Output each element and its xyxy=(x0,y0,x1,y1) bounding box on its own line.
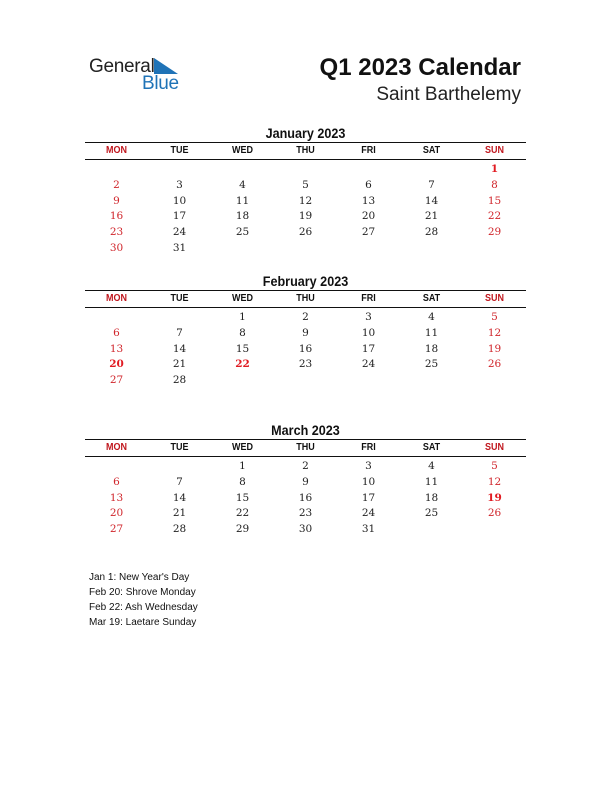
empty-cell xyxy=(400,522,463,538)
day-cell: 10 xyxy=(361,326,376,339)
day-cell: 14 xyxy=(172,342,187,355)
empty-cell xyxy=(148,162,211,178)
holiday-list xyxy=(89,570,198,630)
day-cell: 20 xyxy=(361,210,376,223)
weekday-label: SAT xyxy=(422,293,441,304)
holiday-item: Feb 20: Shrove Monday xyxy=(89,587,196,598)
day-cell: 25 xyxy=(424,507,439,520)
day-cell: 30 xyxy=(109,241,124,254)
day-cell: 13 xyxy=(361,194,376,207)
day-cell: 2 xyxy=(302,311,309,323)
weekday-label: TUE xyxy=(170,442,189,453)
day-cell: 8 xyxy=(491,178,498,191)
weekday-label: FRI xyxy=(361,442,376,453)
day-cell: 5 xyxy=(491,460,498,472)
day-cell: 6 xyxy=(365,178,372,191)
empty-cell xyxy=(337,241,400,257)
weekday-label: FRI xyxy=(361,145,376,156)
month-title: March 2023 xyxy=(271,422,340,438)
day-cell: 2 xyxy=(113,178,120,191)
day-cell: 27 xyxy=(109,523,124,536)
month-march xyxy=(85,421,526,538)
weekday-label: TUE xyxy=(170,293,189,304)
day-cell: 17 xyxy=(361,342,376,355)
weekday-header xyxy=(85,290,526,308)
day-cell: 21 xyxy=(424,210,439,223)
day-cell: 12 xyxy=(298,194,313,207)
day-cell: 22 xyxy=(487,210,502,223)
weekday-label: SAT xyxy=(422,145,441,156)
day-cell: 12 xyxy=(487,326,502,339)
day-cell: 9 xyxy=(302,326,309,339)
month-title: January 2023 xyxy=(265,125,346,141)
day-cell: 8 xyxy=(239,326,246,339)
day-grid xyxy=(85,310,526,389)
page-subtitle: Saint Barthelemy xyxy=(376,84,521,105)
empty-cell xyxy=(463,241,526,257)
day-cell: 21 xyxy=(172,507,187,520)
weekday-label: FRI xyxy=(361,293,376,304)
page-title: Q1 2023 Calendar xyxy=(319,54,521,81)
day-cell: 25 xyxy=(235,226,250,239)
day-cell: 25 xyxy=(424,358,439,371)
day-cell: 3 xyxy=(365,460,372,472)
empty-cell xyxy=(400,241,463,257)
day-cell: 26 xyxy=(298,226,313,239)
weekday-header xyxy=(85,142,526,160)
day-cell: 15 xyxy=(487,194,502,207)
weekday-label: MON xyxy=(105,145,128,156)
day-cell: 16 xyxy=(298,342,313,355)
day-cell: 19 xyxy=(298,210,313,223)
day-cell: 29 xyxy=(487,226,502,239)
weekday-label: TUE xyxy=(170,145,189,156)
day-cell: 10 xyxy=(172,194,187,207)
empty-cell xyxy=(85,459,148,475)
day-cell: 18 xyxy=(424,342,439,355)
day-cell: 7 xyxy=(428,178,435,191)
day-cell: 12 xyxy=(487,475,502,488)
day-cell: 4 xyxy=(239,178,246,191)
weekday-label: SUN xyxy=(484,293,505,304)
empty-cell xyxy=(400,162,463,178)
logo-triangle-icon xyxy=(154,58,178,74)
day-cell: 16 xyxy=(109,210,124,223)
day-cell: 14 xyxy=(424,194,439,207)
day-cell: 16 xyxy=(298,491,313,504)
empty-cell xyxy=(148,459,211,475)
logo xyxy=(89,56,189,96)
day-cell: 6 xyxy=(113,475,120,488)
empty-cell xyxy=(274,241,337,257)
weekday-label: THU xyxy=(296,293,315,304)
day-cell: 28 xyxy=(172,374,187,387)
day-cell: 31 xyxy=(172,241,187,254)
day-cell: 2 xyxy=(302,460,309,472)
empty-cell xyxy=(85,162,148,178)
day-cell: 9 xyxy=(113,194,120,207)
day-cell: 28 xyxy=(172,523,187,536)
day-cell: 26 xyxy=(487,358,502,371)
day-cell: 3 xyxy=(365,311,372,323)
day-cell: 22 xyxy=(235,507,250,520)
day-cell: 13 xyxy=(109,342,124,355)
weekday-label: MON xyxy=(105,442,128,453)
day-cell: 18 xyxy=(235,210,250,223)
weekday-label: WED xyxy=(231,293,254,304)
day-grid xyxy=(85,162,526,257)
day-cell: 11 xyxy=(424,475,439,488)
empty-cell xyxy=(274,373,337,389)
day-cell: 4 xyxy=(428,460,435,472)
empty-cell xyxy=(337,162,400,178)
day-cell: 18 xyxy=(424,491,439,504)
day-cell: 1 xyxy=(239,460,246,472)
day-cell: 17 xyxy=(361,491,376,504)
weekday-label: THU xyxy=(296,145,315,156)
day-cell: 10 xyxy=(361,475,376,488)
day-cell: 26 xyxy=(487,507,502,520)
day-cell: 1 xyxy=(490,163,499,175)
empty-cell xyxy=(85,310,148,326)
day-cell: 28 xyxy=(424,226,439,239)
weekday-label: WED xyxy=(231,145,254,156)
day-cell: 23 xyxy=(298,358,313,371)
weekday-label: MON xyxy=(105,293,128,304)
day-cell: 15 xyxy=(235,342,250,355)
logo-general-text: General xyxy=(89,56,155,77)
day-cell: 8 xyxy=(239,475,246,488)
weekday-header xyxy=(85,439,526,457)
day-cell: 24 xyxy=(172,226,187,239)
logo-blue-text: Blue xyxy=(142,73,179,94)
empty-cell xyxy=(463,373,526,389)
day-cell: 29 xyxy=(235,523,250,536)
day-cell: 31 xyxy=(361,523,376,536)
empty-cell xyxy=(400,373,463,389)
day-cell: 23 xyxy=(109,226,124,239)
empty-cell xyxy=(463,522,526,538)
day-cell: 7 xyxy=(176,475,183,488)
day-cell: 17 xyxy=(172,210,187,223)
day-cell: 19 xyxy=(487,491,502,504)
holiday-item: Feb 22: Ash Wednesday xyxy=(89,602,198,613)
month-january xyxy=(85,124,526,257)
holiday-item: Mar 19: Laetare Sunday xyxy=(89,617,197,628)
day-cell: 27 xyxy=(109,374,124,387)
day-cell: 30 xyxy=(298,523,313,536)
day-cell: 11 xyxy=(424,326,439,339)
day-cell: 5 xyxy=(302,178,309,191)
weekday-label: THU xyxy=(296,442,315,453)
day-cell: 27 xyxy=(361,226,376,239)
day-cell: 1 xyxy=(239,311,246,323)
weekday-label: WED xyxy=(231,442,254,453)
day-cell: 24 xyxy=(361,358,376,371)
day-cell: 19 xyxy=(487,342,502,355)
empty-cell xyxy=(211,241,274,257)
weekday-label: SUN xyxy=(484,442,505,453)
day-cell: 21 xyxy=(172,358,187,371)
empty-cell xyxy=(211,373,274,389)
day-cell: 9 xyxy=(302,475,309,488)
day-cell: 11 xyxy=(235,194,250,207)
day-cell: 20 xyxy=(109,358,124,371)
day-cell: 22 xyxy=(235,358,250,371)
weekday-label: SUN xyxy=(484,145,505,156)
day-cell: 6 xyxy=(113,326,120,339)
day-cell: 5 xyxy=(491,311,498,323)
empty-cell xyxy=(274,162,337,178)
day-cell: 15 xyxy=(235,491,250,504)
month-february xyxy=(85,272,526,389)
weekday-label: SAT xyxy=(422,442,441,453)
day-cell: 13 xyxy=(109,491,124,504)
day-grid xyxy=(85,459,526,538)
day-cell: 24 xyxy=(361,507,376,520)
month-title: February 2023 xyxy=(262,273,349,289)
empty-cell xyxy=(337,373,400,389)
empty-cell xyxy=(148,310,211,326)
day-cell: 7 xyxy=(176,326,183,339)
holiday-item: Jan 1: New Year's Day xyxy=(89,572,190,583)
day-cell: 20 xyxy=(109,507,124,520)
day-cell: 14 xyxy=(172,491,187,504)
empty-cell xyxy=(211,162,274,178)
day-cell: 4 xyxy=(428,311,435,323)
day-cell: 23 xyxy=(298,507,313,520)
day-cell: 3 xyxy=(176,178,183,191)
